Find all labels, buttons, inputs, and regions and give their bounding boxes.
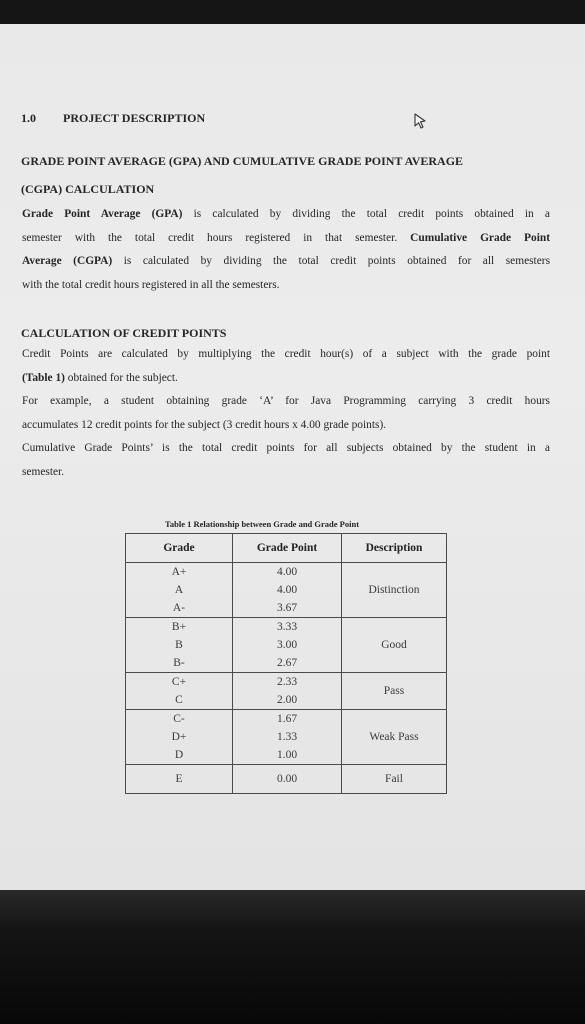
grade-table: [125, 533, 447, 794]
table-row: B 3.00: [126, 636, 447, 654]
desc-distinction: Distinction: [342, 563, 447, 618]
table-reference: (Table 1): [22, 371, 65, 384]
table-row: D 1.00: [126, 746, 447, 765]
header-grade-point: Grade Point: [233, 534, 342, 563]
table-row: C+ 2.33 Pass: [126, 673, 447, 692]
bottom-dark-edge: [0, 890, 585, 1024]
mouse-pointer-icon: [412, 112, 428, 130]
table-row: D+ 1.33: [126, 728, 447, 746]
top-dark-edge: [0, 0, 585, 24]
table-row: C 2.00: [126, 691, 447, 710]
gpa-heading-line2: (CGPA) CALCULATION: [21, 182, 155, 196]
credit-paragraph: Credit Points are calculated by multiplying the credit hour(s) of a subject with the grade point (Table 1) obtained for the subject. For example, a student obtaining grade ‘A’ for Java Programming carrying 3 credit hours accumulates 12 credit points for the subject (3 credit hours x 4.00 grade points). Cumulative Grade Points’ is the total credit points for all subjects obtained by the student in a semester.: [22, 348, 550, 478]
gpa-heading-line1: GRADE POINT AVERAGE (GPA) AND CUMULATIVE GRADE POINT AVERAGE: [21, 154, 464, 168]
table-row: C- 1.67 Weak Pass: [126, 710, 447, 729]
cgpa-term-part1: Cumulative Grade Point: [410, 231, 550, 244]
table-row: B- 2.67: [126, 654, 447, 673]
header-description: Description: [342, 534, 447, 563]
table-row: B+ 3.33 Good: [126, 618, 447, 637]
desc-good: Good: [342, 618, 447, 673]
table-header-row: [126, 534, 447, 563]
table-row: E 0.00 Fail: [126, 765, 447, 794]
table-row: A- 3.67: [126, 599, 447, 618]
section-number: 1.0: [21, 111, 36, 125]
desc-weak-pass: Weak Pass: [342, 710, 447, 765]
header-grade: Grade: [126, 534, 233, 563]
gpa-paragraph: Grade Point Average (GPA) is calculated by dividing the total credit points obtained in a semester with the total credit hours registered in that semester. Cumulative Grade Point Average (CGPA) is calculated by dividing the total credit points obtained for all semesters with the total credit hours registered in all the semesters.: [22, 208, 551, 291]
table-row: A 4.00: [126, 581, 447, 599]
desc-pass: Pass: [342, 673, 447, 710]
desc-fail: Fail: [342, 765, 447, 794]
table-caption: Table 1 Relationship between Grade and Grade Point: [165, 519, 360, 529]
section-title: PROJECT DESCRIPTION: [63, 111, 206, 125]
document-page: [0, 24, 585, 890]
gpa-term: Grade Point Average (GPA): [22, 208, 183, 220]
table-row: A+ 4.00 Distinction: [126, 563, 447, 582]
credit-heading: CALCULATION OF CREDIT POINTS: [21, 326, 227, 340]
cgpa-term-part2: Average (CGPA): [22, 255, 113, 267]
